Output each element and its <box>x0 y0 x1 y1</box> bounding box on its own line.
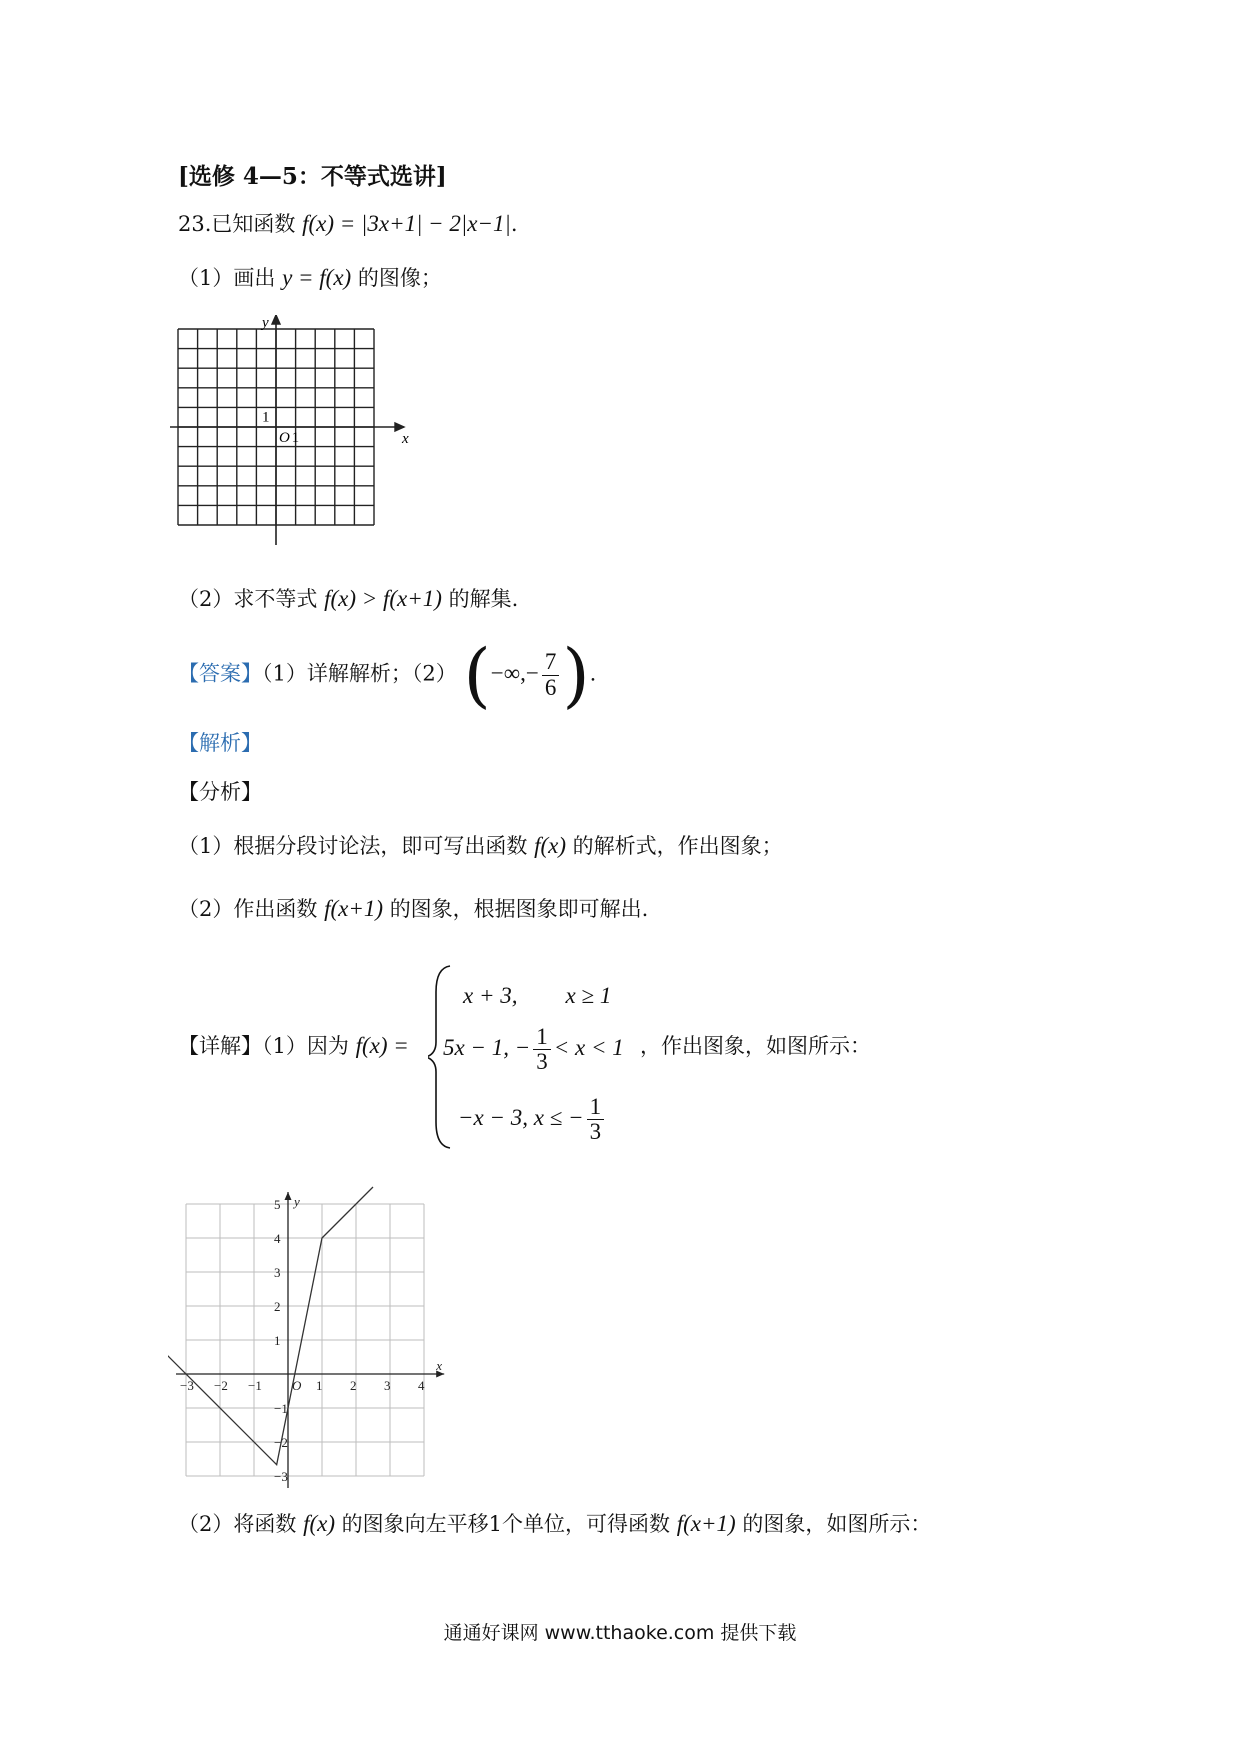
chart-x-tick-label: 3 <box>384 1378 391 1393</box>
chart-x-tick-label: 4 <box>418 1378 425 1393</box>
fenxi-tag: 【分析】 <box>178 780 262 804</box>
chart-series-line <box>168 1187 373 1465</box>
fenxi-step2: （2）作出函数 f(x+1) 的图象，根据图象即可解出. <box>178 896 649 921</box>
analysis-tag: 【解析】 <box>178 732 262 755</box>
chart-y-tick-label: −1 <box>274 1401 288 1416</box>
answer-line: 【答案】（1）详解解析；（2） (−∞,− $\frac{7}{6}$ ). <box>178 634 597 716</box>
problem-stem: 23.已知函数 f(x) = |3x+1| − 2|x−1|. <box>178 211 518 236</box>
answer-tag: 【答案】 <box>178 662 262 686</box>
chart-x-tick-label: 1 <box>316 1378 323 1393</box>
detail-intro: 【详解】（1）因为 f(x) = <box>178 1033 409 1058</box>
chart-y-arrow <box>285 1192 292 1200</box>
chart-x-tick-label: −3 <box>180 1378 194 1393</box>
blank-grid-x-arrow <box>395 423 404 431</box>
blank-grid-x-label: x <box>402 431 409 447</box>
blank-grid-y-arrow <box>272 315 280 324</box>
chart-y-tick-label: 4 <box>274 1231 281 1246</box>
blank-grid-origin-label: O <box>279 430 290 446</box>
blank-grid-unit-y-label: 1 <box>262 409 270 426</box>
chart-y-tick-label: 2 <box>274 1299 281 1314</box>
chart-x-tick-label: −2 <box>214 1378 228 1393</box>
chart-x-axis-label: x <box>436 1358 442 1373</box>
section-heading: [选修 4—5：不等式选讲] <box>178 163 447 190</box>
function-definition: f(x) = |3x+1| − 2|x−1| <box>302 211 511 236</box>
detail-intro-after: ，作出图象，如图所示： <box>640 1034 871 1058</box>
page-footer: 通通好课网 www.tthaoke.com 提供下载 <box>443 1622 797 1644</box>
piecewise-case-3: −x − 3, x ≤ − $\frac{1}{3}$ <box>458 1095 607 1144</box>
question-part2: （2）求不等式 f(x) > f(x+1) 的解集. <box>178 586 519 611</box>
chart-y-tick-label: 3 <box>274 1265 281 1280</box>
chart-y-axis-label: y <box>294 1194 300 1209</box>
chart-y-tick-label: −3 <box>274 1469 288 1484</box>
chart-y-tick-label: 1 <box>274 1333 281 1348</box>
fx-graph <box>168 1170 488 1490</box>
fenxi-step1: （1）根据分段讨论法，即可写出函数 f(x) 的解析式，作出图象； <box>178 833 783 858</box>
chart-grid <box>186 1204 424 1476</box>
blank-grid-y-label: y <box>262 315 269 331</box>
blank-coordinate-grid <box>170 315 460 560</box>
chart-y-tick-label: −2 <box>274 1435 288 1450</box>
part2-detail: （2）将函数 f(x) 的图象向左平移1个单位，可得函数 f(x+1) 的图象，如图所示： <box>178 1511 932 1536</box>
piecewise-case-1: x + 3, x ≥ 1 <box>463 983 612 1008</box>
question-part1: （1）画出 y = f(x) 的图像； <box>178 265 442 290</box>
blank-grid-unit-x-label: 1 <box>291 430 300 446</box>
chart-x-tick-label: 2 <box>350 1378 357 1393</box>
chart-x-tick-label: −1 <box>248 1378 262 1393</box>
piecewise-case-2: 5x − 1, − $\frac{1}{3}$ < x < 1 <box>443 1024 624 1075</box>
chart-origin-label: O <box>292 1378 302 1393</box>
chart-y-tick-label: 5 <box>274 1197 281 1212</box>
